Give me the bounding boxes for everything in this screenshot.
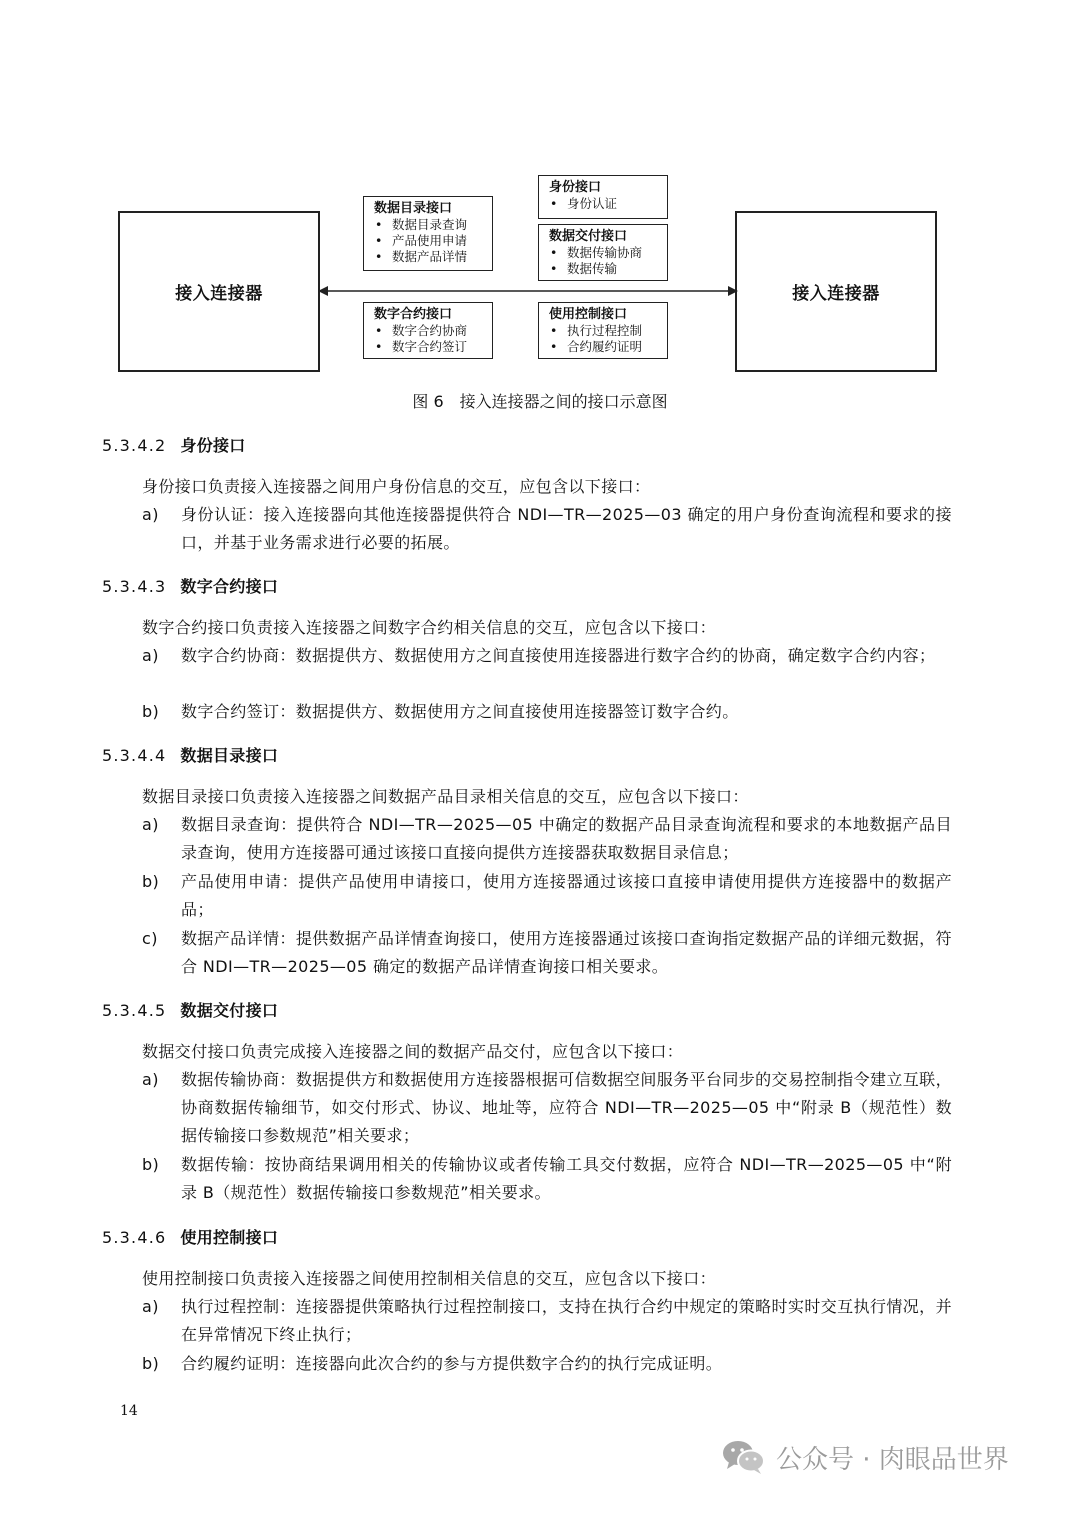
list-item-label: b): [142, 1155, 160, 1174]
section-heading: [102, 743, 278, 766]
section-intro: 身份接口负责接入连接器之间用户身份信息的交互，应包含以下接口：: [142, 477, 651, 496]
right-connector-box: [735, 211, 937, 372]
section-number: 5.3.4.6: [102, 1228, 167, 1247]
wechat-icon: [722, 1438, 766, 1476]
list-item: [142, 811, 952, 867]
delivery-item: • 数据传输协商: [549, 245, 667, 261]
section-intro: 数据目录接口负责接入连接器之间数据产品目录相关信息的交互，应包含以下接口：: [142, 787, 749, 806]
list-item-label: b): [142, 872, 160, 891]
control-interface-box: [538, 302, 668, 359]
section-intro: 数字合约接口负责接入连接器之间数字合约相关信息的交互，应包含以下接口：: [142, 618, 717, 637]
delivery-interface-title: 数据交付接口: [549, 229, 628, 244]
list-item-label: a): [142, 815, 159, 834]
section-number: 5.3.4.5: [102, 1001, 167, 1020]
delivery-interface-box: [538, 224, 668, 281]
contract-item: • 数字合约签订: [374, 339, 492, 355]
section-title: 使用控制接口: [180, 1228, 279, 1247]
interface-diagram: [0, 0, 1080, 380]
list-item: [142, 1293, 952, 1349]
bidirectional-arrow: [318, 284, 738, 298]
left-connector-box: [118, 211, 320, 372]
list-item-label: a): [142, 1297, 159, 1316]
list-item-text: 执行过程控制：连接器提供策略执行过程控制接口，支持在执行合约中规定的策略时实时交互执行情况，并在异常情况下终止执行；: [181, 1297, 952, 1344]
list-item-text: 数据传输：按协商结果调用相关的传输协议或者传输工具交付数据，应符合 NDI—TR—2025—05 中“附录 B（规范性）数据传输接口参数规范”相关要求。: [181, 1155, 952, 1202]
list-item-label: a): [142, 646, 159, 665]
list-item: [142, 698, 952, 726]
list-item-text: 数据目录查询：提供符合 NDI—TR—2025—05 中确定的数据产品目录查询流程和要求的本地数据产品目录查询，使用方连接器可通过该接口直接向提供方连接器获取数据目录信息；: [181, 815, 952, 862]
list-item: [142, 868, 952, 924]
watermark-text: 公众号 · 肉眼品世界: [776, 1444, 1009, 1475]
control-interface-title: 使用控制接口: [549, 307, 628, 322]
control-item: • 合约履约证明: [549, 339, 667, 355]
figure-caption: 图 6 接入连接器之间的接口示意图: [412, 392, 668, 411]
identity-item: • 身份认证: [549, 196, 667, 212]
page-number: 14: [120, 1403, 138, 1419]
section-intro: 数据交付接口负责完成接入连接器之间的数据产品交付，应包含以下接口：: [142, 1042, 684, 1061]
list-item-text: 数据产品详情：提供数据产品详情查询接口，使用方连接器通过该接口查询指定数据产品的详细元数据，符合 NDI—TR—2025—05 确定的数据产品详情查询接口相关要求。: [181, 929, 952, 976]
identity-interface-title: 身份接口: [549, 180, 602, 195]
contract-interface-box: [363, 302, 493, 359]
section-title: 身份接口: [180, 436, 246, 455]
section-heading: [102, 574, 278, 597]
contract-item: • 数字合约协商: [374, 323, 492, 339]
list-item-text: 合约履约证明：连接器向此次合约的参与方提供数字合约的执行完成证明。: [181, 1354, 723, 1373]
contract-interface-title: 数字合约接口: [374, 307, 453, 322]
catalog-item: • 产品使用申请: [374, 233, 492, 249]
catalog-interface-box: [363, 196, 493, 271]
delivery-item: • 数据传输: [549, 261, 667, 277]
list-item: [142, 501, 952, 557]
list-item-label: c): [142, 929, 158, 948]
identity-interface-box: [538, 175, 668, 219]
section-heading: [102, 1225, 278, 1248]
section-title: 数字合约接口: [180, 577, 279, 596]
section-intro: 使用控制接口负责接入连接器之间使用控制相关信息的交互，应包含以下接口：: [142, 1269, 717, 1288]
list-item: [142, 1350, 952, 1378]
control-item: • 执行过程控制: [549, 323, 667, 339]
catalog-item: • 数据目录查询: [374, 217, 492, 233]
list-item-label: a): [142, 505, 159, 524]
section-heading: [102, 433, 246, 456]
section-title: 数据目录接口: [180, 746, 279, 765]
left-connector-label: 接入连接器: [175, 284, 263, 304]
list-item-label: b): [142, 702, 160, 721]
catalog-interface-title: 数据目录接口: [374, 201, 453, 216]
list-item: [142, 925, 952, 981]
list-item-text: 数字合约签订：数据提供方、数据使用方之间直接使用连接器签订数字合约。: [181, 702, 739, 721]
section-number: 5.3.4.3: [102, 577, 167, 596]
list-item-label: a): [142, 1070, 159, 1089]
list-item-text: 数字合约协商：数据提供方、数据使用方之间直接使用连接器进行数字合约的协商，确定数字合约内容；: [181, 646, 936, 665]
list-item: [142, 642, 952, 670]
section-number: 5.3.4.4: [102, 746, 167, 765]
section-heading: [102, 998, 278, 1021]
list-item-text: 数据传输协商：数据提供方和数据使用方连接器根据可信数据空间服务平台同步的交易控制指令建立互联，协商数据传输细节，如交付形式、协议、地址等，应符合 NDI—TR—2025—05 中“附录 B（规范性）数据传输接口参数规范”相关要求；: [181, 1070, 952, 1145]
section-number: 5.3.4.2: [102, 436, 167, 455]
catalog-item: • 数据产品详情: [374, 249, 492, 265]
list-item-label: b): [142, 1354, 160, 1373]
wechat-watermark: [722, 1430, 1062, 1484]
list-item-text: 产品使用申请：提供产品使用申请接口，使用方连接器通过该接口直接申请使用提供方连接器中的数据产品；: [181, 872, 952, 919]
list-item: [142, 1151, 952, 1207]
list-item-text: 身份认证：接入连接器向其他连接器提供符合 NDI—TR—2025—03 确定的用户身份查询流程和要求的接口，并基于业务需求进行必要的拓展。: [181, 505, 952, 552]
list-item: [142, 1066, 952, 1150]
section-title: 数据交付接口: [180, 1001, 279, 1020]
right-connector-label: 接入连接器: [792, 284, 880, 304]
